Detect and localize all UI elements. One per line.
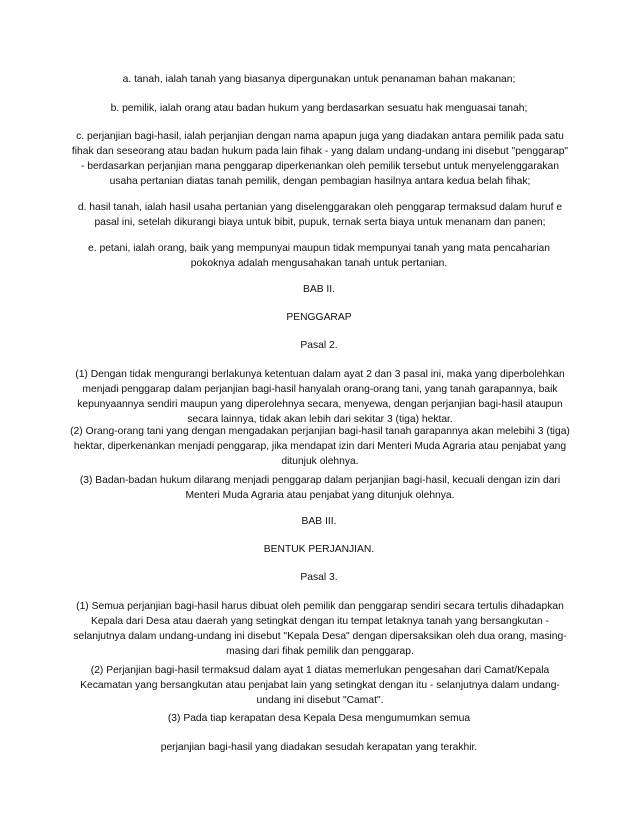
chapter-heading: BAB III. [301,516,337,527]
article-heading: Pasal 3. [300,572,338,583]
article-2-clause-1: (1) Dengan tidak mengurangi berlakunya ketentuan dalam ayat 2 dan 3 pasal ini, maka yang diperbolehkan menjadi penggarap dalam perjanjian bagi-hasil hanyalah orang-orang tani, yang tanah garapannya, baik kepunyaannya sendiri maupun yang diperolehnya secara, menyewa, dengan perjanjian bagi-hasil ataupun secara lainnya, tidak akan lebih dari sekitar 3 (tiga) hektar. [75,369,565,425]
article-3-clause-2: (2) Perjanjian bagi-hasil termaksud dalam ayat 1 diatas memerlukan pengesahan dari Camat/Kepala Kecamatan yang bersangkutan atau penjabat lain yang setingkat dengan itu - selanjutnya dalam undang-undang ini disebut "Camat". [80,665,560,706]
article-2-clause-2: (2) Orang-orang tani yang dengan mengadakan perjanjian bagi-hasil tanah garapannya akan melebihi 3 (tiga) hektar, diperkenankan menjadi penggarap, jika mendapat izin dari Menteri Muda Agraria atau penjabat yang ditunjuk olehnya. [70,426,570,467]
article-3-clause-3: (3) Pada tiap kerapatan desa Kepala Desa mengumumkan semua [167,713,471,724]
article-3-clause-1: (1) Semua perjanjian bagi-hasil harus dibuat oleh pemilik dan penggarap sendiri secara tertulis dihadapkan Kepala dari Desa atau daerah yang setingkat dengan itu tempat letaknya tanah yang bersangkutan - selanjutnya dalam undang-undang ini disebut "Kepala Desa" dengan dipersaksikan oleh dua orang, masing-masing dari fihak pemilik dan penggarap. [73,601,567,657]
chapter-title: BENTUK PERJANJIAN. [263,544,375,555]
article-3-clause-3-continued: perjanjian bagi-hasil yang diadakan sesudah kerapatan yang terakhir. [160,742,478,753]
definition-b: b. pemilik, ialah orang atau badan hukum yang berdasarkan sesuatu hak menguasai tanah; [110,103,528,114]
definition-a: a. tanah, ialah tanah yang biasanya dipergunakan untuk penanaman bahan makanan; [122,74,516,85]
article-2-clause-3: (3) Badan-badan hukum dilarang menjadi penggarap dalam perjanjian bagi-hasil, kecuali dengan izin dari Menteri Muda Agraria atau penjabat yang ditunjuk olehnya. [79,475,561,501]
article-heading: Pasal 2. [300,340,338,351]
definition-e: e. petani, ialah orang, baik yang mempunyai maupun tidak mempunyai tanah yang mata pencaharian pokoknya adalah mengusahakan tanah untuk pertanian. [88,243,550,269]
chapter-title: PENGGARAP [286,312,352,323]
chapter-heading: BAB II. [302,284,336,295]
definition-c: c. perjanjian bagi-hasil, ialah perjanjian dengan nama apapun juga yang diadakan antara pemilik pada satu fihak dan seseorang atau badan hukum pada lain fihak - yang dalam undang-undang ini disebut "penggarap" - berdasarkan perjanjian mana penggarap diperkenankan oleh pemilik tersebut untuk menyelenggarakan usaha pertanian diatas tanah pemilik, dengan pembagian hasilnya antara kedua belah fihak; [71,131,569,187]
definition-d: d. hasil tanah, ialah hasil usaha pertanian yang diselenggarakan oleh penggarap termaksud dalam huruf e pasal ini, setelah dikurangi biaya untuk bibit, pupuk, ternak serta biaya untuk menanam dan panen; [77,202,563,228]
